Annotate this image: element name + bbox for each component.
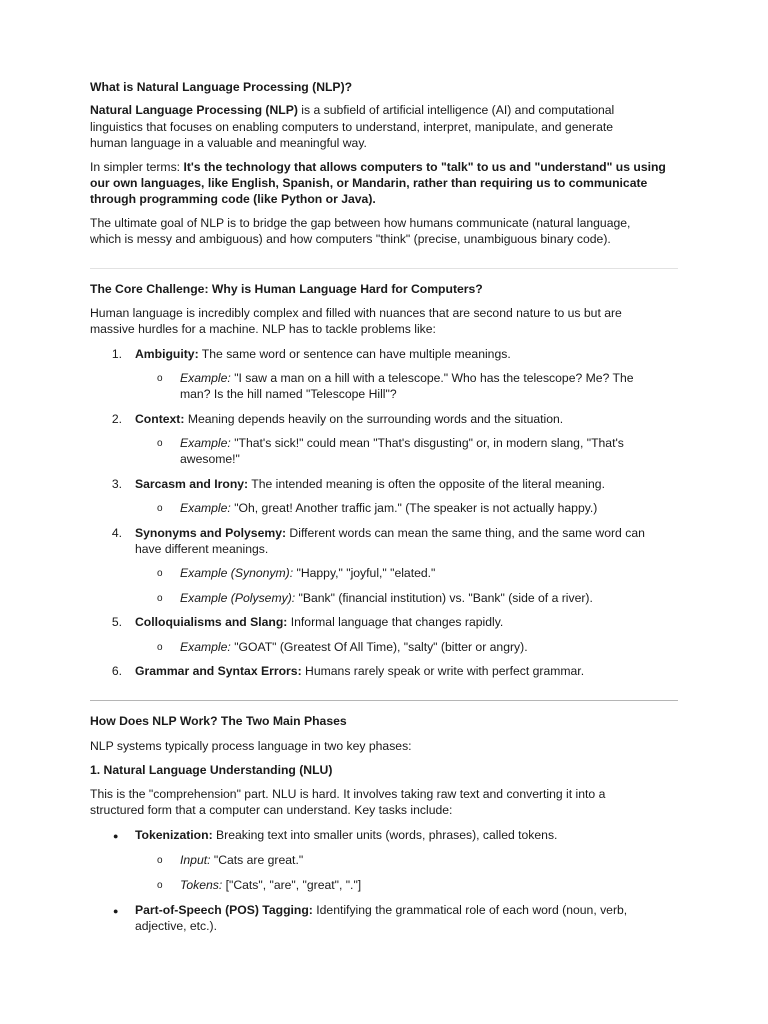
sub-item-desc: "GOAT" (Greatest Of All Time), "salty" (bitter or angry).	[230, 640, 528, 654]
sub-item-text: awesome!"	[180, 452, 240, 466]
sub-item-text	[180, 590, 593, 606]
paragraph-line: which is messy and ambiguous) and how computers "think" (precise, unambiguous binary code).	[90, 232, 611, 246]
sub-item-label: Tokens:	[180, 878, 223, 892]
sub-item-text	[180, 565, 435, 581]
list-item-term: Ambiguity:	[135, 347, 199, 361]
sub-item-label: Example:	[180, 436, 231, 450]
subsection-heading-nlu: 1. Natural Language Understanding (NLU)	[90, 763, 333, 777]
paragraph-line	[90, 159, 666, 175]
bullet-item-desc: Identifying the grammatical role of each word (noun, verb,	[312, 903, 628, 917]
text-span: is a subfield of artificial intelligence (AI) and computational	[297, 103, 615, 117]
list-item-text	[135, 411, 563, 427]
sub-item-text	[180, 435, 624, 451]
paragraph-line: structured form that a computer can understand. Key tasks include:	[90, 803, 453, 817]
circle-bullet-icon: o	[157, 568, 163, 579]
sub-item-desc: "Oh, great! Another traffic jam." (The speaker is not actually happy.)	[230, 501, 598, 515]
sub-item-text	[180, 639, 528, 655]
list-item-text	[135, 346, 511, 362]
sub-item-label: Example:	[180, 640, 231, 654]
list-item-text	[135, 525, 645, 541]
sub-item-label: Example (Synonym):	[180, 566, 294, 580]
circle-bullet-icon: o	[157, 593, 163, 604]
list-item-term: Context:	[135, 412, 185, 426]
sub-item-text	[180, 877, 361, 893]
sub-item-text: man? Is the hill named "Telescope Hill"?	[180, 387, 397, 401]
bold-text: It's the technology that allows computers to "talk" to us and "understand" us using	[183, 160, 666, 174]
text-span: In simpler terms:	[90, 160, 184, 174]
list-number: 1.	[111, 347, 122, 361]
list-item-term: Grammar and Syntax Errors:	[135, 664, 302, 678]
paragraph-line: The ultimate goal of NLP is to bridge the gap between how humans communicate (natural language,	[90, 216, 631, 230]
bullet-item-desc: Breaking text into smaller units (words, phrases), called tokens.	[212, 828, 558, 842]
sub-item-label: Example:	[180, 501, 231, 515]
list-item-text	[135, 614, 503, 630]
paragraph-line: our own languages, like English, Spanish, or Mandarin, rather than requiring us to communicate	[90, 176, 648, 190]
paragraph-line: massive hurdles for a machine. NLP has to tackle problems like:	[90, 322, 436, 336]
sub-item-desc: "I saw a man on a hill with a telescope." Who has the telescope? Me? The	[230, 371, 634, 385]
list-item-desc: Humans rarely speak or write with perfect grammar.	[301, 664, 585, 678]
bullet-item-text	[135, 902, 627, 918]
sub-item-text	[180, 852, 303, 868]
list-number: 3.	[111, 477, 122, 491]
circle-bullet-icon: o	[157, 503, 163, 514]
circle-bullet-icon: o	[157, 880, 163, 891]
sub-item-desc: ["Cats", "are", "great", "."]	[222, 878, 362, 892]
section-heading-what-is-nlp: What is Natural Language Processing (NLP)?	[90, 80, 353, 94]
bullet-item-text: adjective, etc.).	[135, 919, 217, 933]
paragraph-line: Human language is incredibly complex and filled with nuances that are second nature to us but are	[90, 306, 622, 320]
list-number: 6.	[111, 664, 122, 678]
section-heading-how-nlp-works: How Does NLP Work? The Two Main Phases	[90, 714, 347, 728]
list-item-text: have different meanings.	[135, 542, 269, 556]
sub-item-desc: "Bank" (financial institution) vs. "Bank" (side of a river).	[295, 591, 593, 605]
list-item-desc: The same word or sentence can have multiple meanings.	[198, 347, 511, 361]
list-item-term: Sarcasm and Irony:	[135, 477, 249, 491]
bullet-icon: ●	[113, 831, 119, 841]
circle-bullet-icon: o	[157, 642, 163, 653]
list-item-term: Colloquialisms and Slang:	[135, 615, 288, 629]
list-item-text	[135, 476, 605, 492]
bullet-icon: ●	[113, 906, 119, 916]
bullet-item-text	[135, 827, 557, 843]
paragraph-line	[90, 102, 614, 118]
paragraph-line: human language in a valuable and meaningful way.	[90, 136, 367, 150]
bold-term: Natural Language Processing (NLP)	[90, 103, 298, 117]
section-divider	[90, 700, 678, 701]
paragraph-line: linguistics that focuses on enabling computers to understand, interpret, manipulate, and generate	[90, 120, 614, 134]
list-item-desc: Meaning depends heavily on the surrounding words and the situation.	[184, 412, 564, 426]
bullet-item-term: Tokenization:	[135, 828, 213, 842]
sub-item-text	[180, 500, 597, 516]
list-item-text	[135, 663, 584, 679]
circle-bullet-icon: o	[157, 855, 163, 866]
sub-item-label: Input:	[180, 853, 211, 867]
sub-item-desc: "That's sick!" could mean "That's disgusting" or, in modern slang, "That's	[230, 436, 624, 450]
list-item-desc: The intended meaning is often the opposite of the literal meaning.	[248, 477, 605, 491]
sub-item-desc: "Cats are great."	[210, 853, 304, 867]
section-heading-core-challenge: The Core Challenge: Why is Human Language Hard for Computers?	[90, 282, 483, 296]
list-number: 4.	[111, 526, 122, 540]
sub-item-desc: "Happy," "joyful," "elated."	[293, 566, 436, 580]
sub-item-label: Example:	[180, 371, 231, 385]
section-divider	[90, 268, 678, 269]
list-number: 2.	[111, 412, 122, 426]
paragraph-line: NLP systems typically process language in two key phases:	[90, 739, 412, 753]
sub-item-label: Example (Polysemy):	[180, 591, 296, 605]
circle-bullet-icon: o	[157, 373, 163, 384]
paragraph-line: This is the "comprehension" part. NLU is hard. It involves taking raw text and converting it into a	[90, 787, 606, 801]
circle-bullet-icon: o	[157, 438, 163, 449]
sub-item-text	[180, 370, 634, 386]
paragraph-line: through programming code (like Python or Java).	[90, 192, 376, 206]
list-item-desc: Informal language that changes rapidly.	[287, 615, 504, 629]
list-number: 5.	[111, 615, 122, 629]
list-item-desc: Different words can mean the same thing, and the same word can	[286, 526, 645, 540]
list-item-term: Synonyms and Polysemy:	[135, 526, 287, 540]
bullet-item-term: Part-of-Speech (POS) Tagging:	[135, 903, 313, 917]
